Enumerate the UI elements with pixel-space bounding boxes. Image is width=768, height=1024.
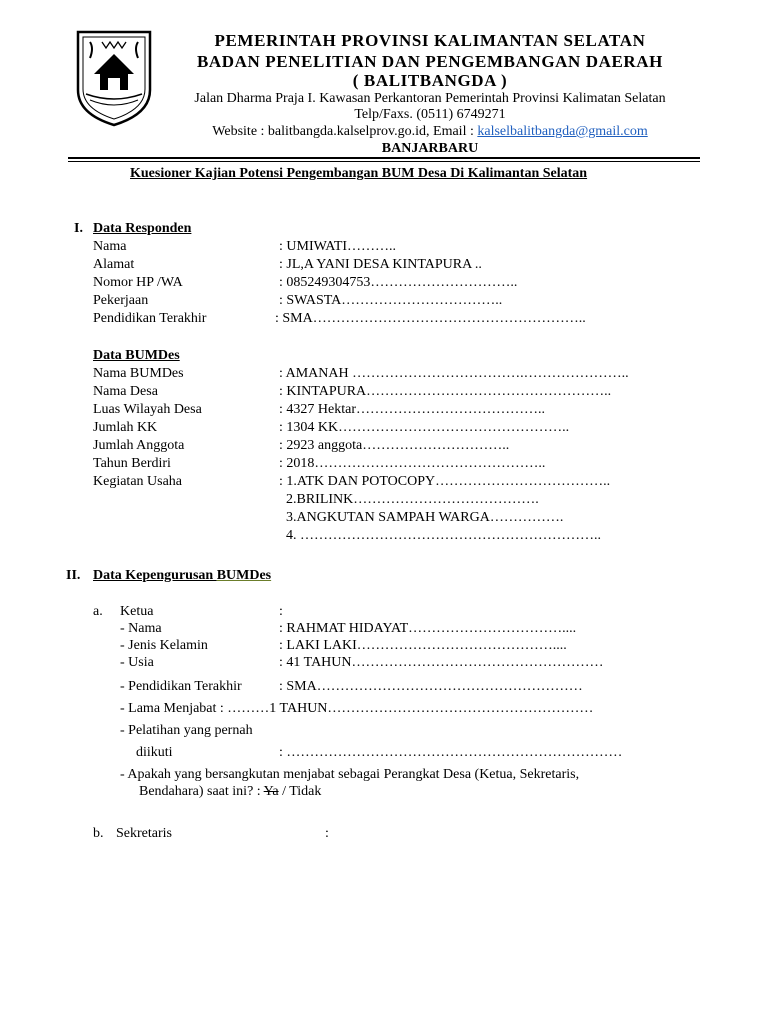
sekretaris-letter: b. — [93, 826, 104, 841]
field-value: : 085249304753………………………….. — [279, 275, 518, 290]
section-1-number: I. — [74, 221, 83, 236]
activity-item: 4. ……………………………………………………….. — [286, 528, 601, 543]
field-value: : 2923 anggota………………………….. — [279, 438, 510, 453]
perangkat-desa-question: - Apakah yang bersangkutan menjabat sebagai Perangkat Desa (Ketua, Sekretaris, — [120, 767, 580, 782]
header-agency-name: BADAN PENELITIAN DAN PENGEMBANGAN DAERAH — [196, 52, 664, 71]
header-government-name: PEMERINTAH PROVINSI KALIMANTAN SELATAN — [214, 31, 646, 50]
header-divider — [68, 157, 700, 159]
sekretaris-title: Sekretaris — [116, 826, 172, 841]
field-label: Pendidikan Terakhir — [93, 311, 207, 326]
field-value: : RAHMAT HIDAYAT…………………………….... — [279, 621, 577, 636]
answer-no: Tidak — [289, 784, 322, 799]
pelatihan-label: - Pelatihan yang pernah — [120, 723, 253, 738]
activity-item: 2.BRILINK…………………………………. — [286, 492, 539, 507]
field-label: - Pendidikan Terakhir — [120, 679, 242, 694]
field-value: : SMA………………………………………………… — [279, 679, 583, 694]
field-label: - Nama — [120, 621, 162, 636]
diikuti-value: : ……………………………………………………………… — [279, 745, 623, 760]
bumdes-heading: Data BUMDes — [93, 348, 180, 363]
field-value: : 41 TAHUN……………………………………………… — [279, 655, 604, 670]
field-value: : JL,A YANI DESA KINTAPURA .. — [279, 257, 482, 272]
header-phone: Telp/Faxs. (0511) 6749271 — [354, 107, 506, 122]
email-link[interactable]: kalselbalitbangda@gmail.com — [477, 124, 648, 139]
field-value: : UMIWATI……….. — [279, 239, 397, 254]
field-label: Alamat — [93, 257, 135, 272]
answer-separator: / — [278, 784, 290, 799]
field-value: : AMANAH ……………………………….………………….. — [279, 366, 629, 381]
field-label: Jumlah KK — [93, 420, 158, 435]
answer-prefix: Bendahara) saat ini? : — [139, 784, 264, 799]
questionnaire-title: Kuesioner Kajian Potensi Pengembangan BUM Desa Di Kalimantan Selatan — [130, 166, 588, 181]
field-label: Nama Desa — [93, 384, 158, 399]
field-label: Nama BUMDes — [93, 366, 184, 381]
sekretaris-colon: : — [325, 826, 329, 841]
field-label: Tahun Berdiri — [93, 456, 171, 471]
header-divider-thin — [68, 161, 700, 162]
field-value: : SWASTA…………………………….. — [279, 293, 503, 308]
header-city: BANJARBARU — [381, 141, 479, 156]
header-website: Website : balitbangda.kalselprov.go.id, Email : — [212, 124, 478, 139]
ketua-colon: : — [279, 604, 283, 619]
field-value: : 1.ATK DAN POTOCOPY……………………………….. — [279, 474, 611, 489]
field-label: Kegiatan Usaha — [93, 474, 183, 489]
field-label: Pekerjaan — [93, 293, 149, 308]
header-agency-abbr: ( BALITBANGDA ) — [352, 71, 508, 90]
section-2-heading-bumdes: BUMDes — [216, 568, 272, 583]
field-value: : 4327 Hektar………………………………….. — [279, 402, 545, 417]
field-value: : KINTAPURA…………………………………………….. — [279, 384, 612, 399]
perangkat-desa-answer — [139, 783, 321, 801]
field-value: : 2018………………………………………….. — [279, 456, 546, 471]
section-2-number: II. — [66, 568, 81, 583]
ketua-letter: a. — [93, 604, 103, 619]
field-label: Luas Wilayah Desa — [93, 402, 202, 417]
answer-yes-struck: Ya — [263, 784, 279, 799]
diikuti-label: diikuti — [136, 745, 173, 760]
header-website-line — [150, 124, 710, 140]
field-value: : LAKI LAKI…………………………………….... — [279, 638, 567, 653]
field-label: Nama — [93, 239, 127, 254]
ketua-title: Ketua — [120, 604, 154, 619]
provincial-seal-icon — [72, 28, 156, 128]
field-label: Nomor HP /WA — [93, 275, 183, 290]
section-1-heading: Data Responden — [93, 221, 192, 236]
activity-item: 3.ANGKUTAN SAMPAH WARGA……………. — [286, 510, 564, 525]
field-value: : SMA………………………………………………….. — [275, 311, 586, 326]
header-address: Jalan Dharma Praja I. Kawasan Perkantoran Pemerintah Provinsi Kalimatan Selatan — [194, 91, 666, 106]
field-label: - Jenis Kelamin — [120, 638, 208, 653]
field-label: - Usia — [120, 655, 154, 670]
section-2-heading-text: Data Kepengurusan — [93, 568, 217, 583]
section-2-heading — [93, 567, 271, 585]
field-value: : 1304 KK………………………………………….. — [279, 420, 570, 435]
field-label: Jumlah Anggota — [93, 438, 185, 453]
lama-menjabat: - Lama Menjabat : ………1 TAHUN………………………………………………… — [120, 701, 594, 716]
